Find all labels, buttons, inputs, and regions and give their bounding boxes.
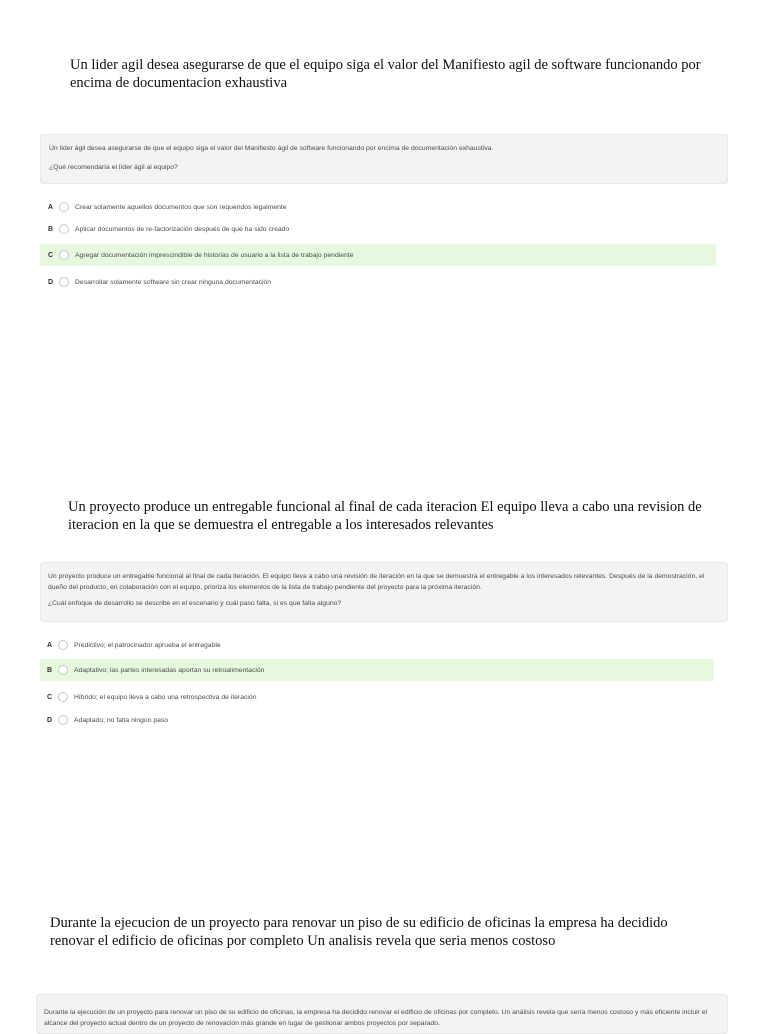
- option-letter: D: [48, 278, 54, 286]
- section-2-scenario: Un proyecto produce un entregable funcional al final de cada iteración. El equipo lleva a cabo una revisión de iteración en la que se demuestra el entregable a los interesados relevantes. Después de la demostración, el dueño del producto, en colaboración con el equipo, prioriza los elementos de la lista de trabajo pendiente del proyecto para la próxima iteración.: [48, 573, 705, 591]
- section-1-heading: Un lider agil desea asegurarse de que el equipo siga el valor del Manifiesto agil de software funcionando por encima de documentacion exhaustiva: [70, 57, 701, 91]
- section-1-option-a[interactable]: [40, 196, 720, 218]
- section-1-option-d[interactable]: [40, 271, 720, 293]
- option-letter: B: [48, 225, 54, 233]
- radio-button-icon[interactable]: [58, 715, 68, 725]
- section-3-heading: Durante la ejecucion de un proyecto para renovar un piso de su edificio de oficinas la empresa ha decidido renovar el edificio de oficinas por completo Un analisis revela que seria menos costoso: [50, 915, 668, 949]
- radio-button-icon[interactable]: [59, 202, 69, 212]
- section-2-option-b[interactable]: [40, 659, 714, 681]
- radio-button-icon[interactable]: [58, 665, 68, 675]
- option-letter: A: [48, 203, 54, 211]
- section-1-question-card: [40, 134, 728, 184]
- section-3-question-card: [36, 994, 728, 1034]
- section-2-option-a[interactable]: [40, 634, 720, 656]
- option-text: Agregar documentación imprescindible de historias de usuario a la lista de trabajo pendiente: [75, 251, 354, 259]
- section-2-question-card: [40, 562, 728, 622]
- option-text: Crear solamente aquellos documentos que son requeridos legalmente: [75, 203, 287, 211]
- section-3-scenario: Durante la ejecución de un proyecto para renovar un piso de su edificio de oficinas, la empresa ha decidido renovar el edificio de oficinas por completo. Un análisis revela que sería menos costoso y más eficiente incluir el alcance del proyecto actual dentro de un proyecto de renovación más grande en lugar de gestionar ambos proyectos por separado.: [44, 1009, 708, 1027]
- radio-button-icon[interactable]: [59, 224, 69, 234]
- section-2-question: ¿Cuál enfoque de desarrollo se describe en el escenario y cuál paso falta, si es que falta alguno?: [48, 600, 342, 607]
- radio-button-icon[interactable]: [58, 640, 68, 650]
- radio-button-icon[interactable]: [59, 250, 69, 260]
- radio-button-icon[interactable]: [58, 692, 68, 702]
- option-letter: C: [47, 693, 53, 701]
- option-letter: B: [47, 666, 53, 674]
- option-text: Híbrido; el equipo lleva a cabo una retrospectiva de iteración: [74, 693, 257, 701]
- option-text: Predictivo; el patrocinador aprueba el entregable: [74, 641, 221, 649]
- option-text: Desarrollar solamente software sin crear ninguna documentación: [75, 278, 272, 286]
- option-letter: C: [48, 251, 54, 259]
- section-1-scenario: Un líder ágil desea asegurarse de que el equipo siga el valor del Manifiesto ágil de software funcionando por encima de documentación exhaustiva.: [49, 145, 494, 152]
- section-1-question: ¿Qué recomendaría el líder ágil al equipo?: [49, 163, 178, 171]
- section-2-option-d[interactable]: [40, 709, 720, 731]
- option-text: Adaptativo; las partes interesadas aportan su retroalimentación: [74, 666, 265, 674]
- option-text: Aplicar documentos de re-factorización después de que ha sido creado: [75, 225, 290, 233]
- section-1-option-c[interactable]: [40, 244, 716, 266]
- section-1-option-b[interactable]: [40, 218, 720, 240]
- section-2-option-c[interactable]: [40, 686, 720, 708]
- radio-button-icon[interactable]: [59, 277, 69, 287]
- option-letter: D: [47, 716, 53, 724]
- section-2-heading: Un proyecto produce un entregable funcional al final de cada iteracion El equipo lleva a cabo una revision de iteracion en la que se demuestra el entregable a los interesados relevantes: [68, 499, 702, 533]
- option-letter: A: [47, 641, 53, 649]
- option-text: Adaptado; no falta ningún paso: [74, 716, 169, 724]
